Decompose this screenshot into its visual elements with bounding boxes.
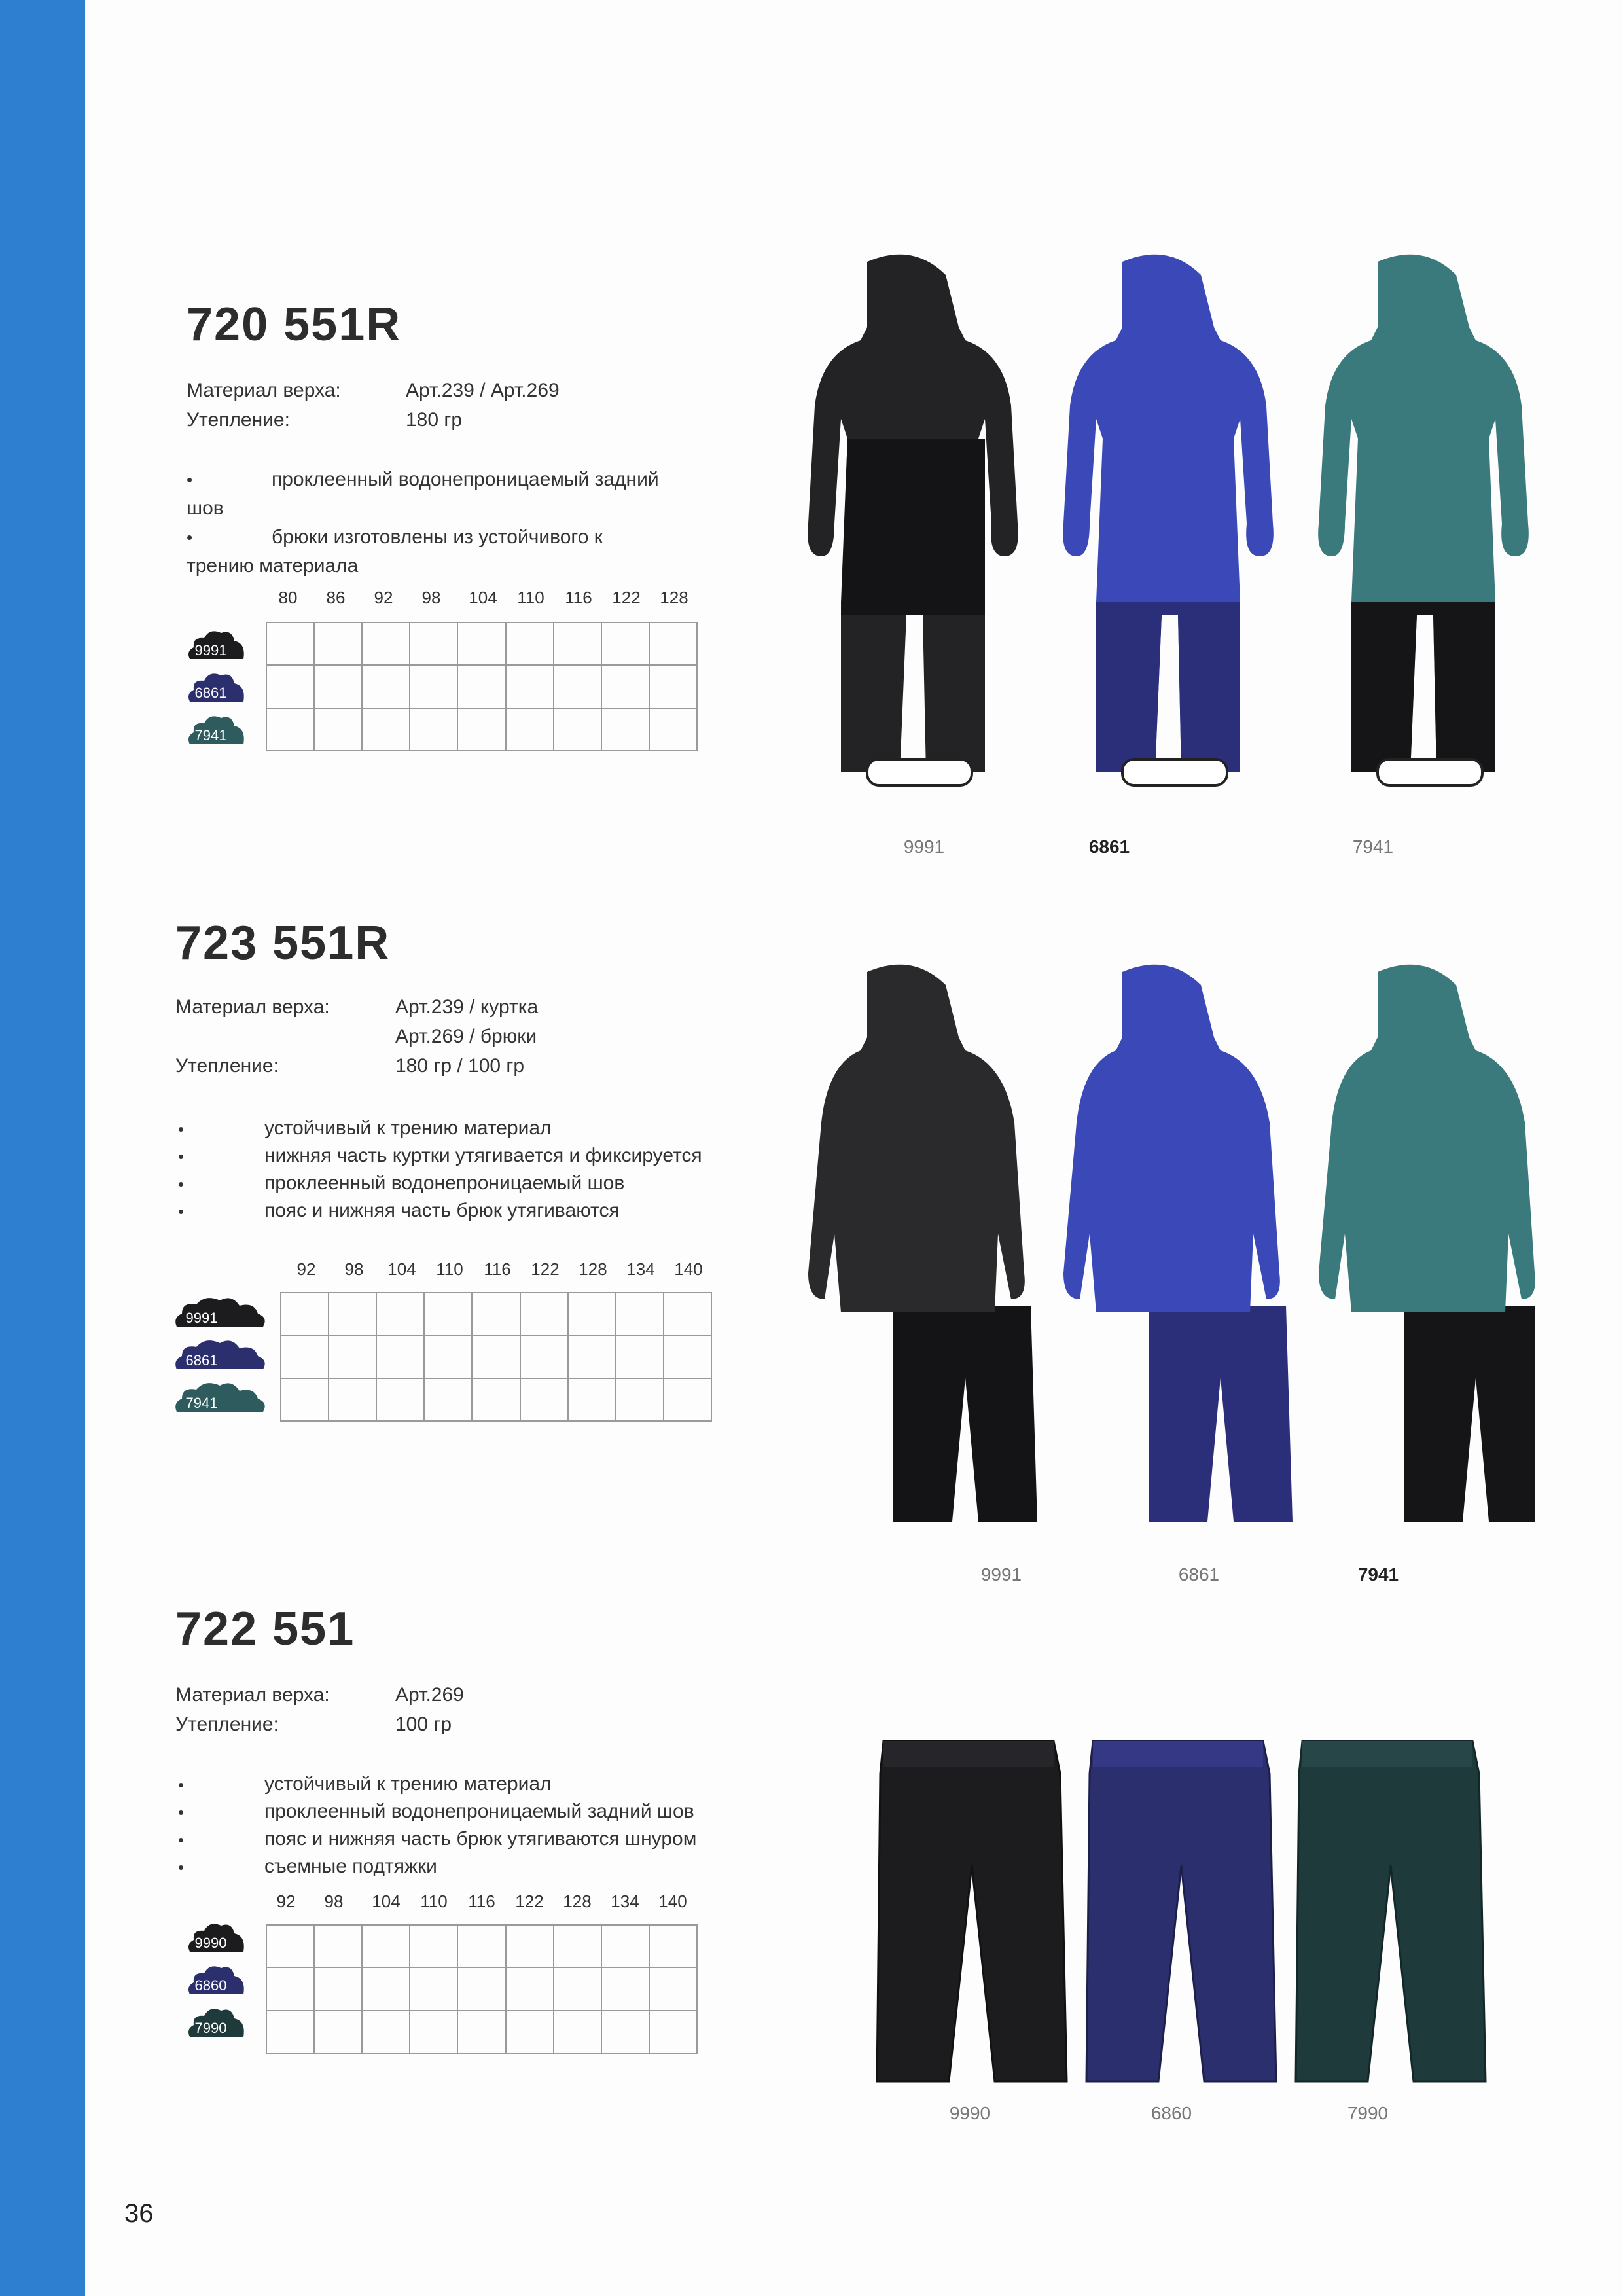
size-cell[interactable] bbox=[601, 1925, 649, 1967]
size-cell[interactable] bbox=[457, 622, 505, 665]
size-header: 80 bbox=[278, 588, 298, 607]
size-cell[interactable] bbox=[362, 622, 410, 665]
size-cell[interactable] bbox=[601, 665, 649, 708]
product-code: 722 551 bbox=[175, 1603, 355, 1655]
color-code-label: 9991 bbox=[980, 1564, 1022, 1585]
bullet-marker: • bbox=[178, 1775, 185, 1795]
size-header: 104 bbox=[372, 1892, 401, 1911]
size-header: 140 bbox=[674, 1259, 703, 1279]
size-cell[interactable] bbox=[362, 708, 410, 751]
overalls-illustration-group bbox=[769, 249, 1541, 812]
overalls-teal-icon bbox=[1318, 255, 1529, 785]
feature-text: устойчивый к трению материал bbox=[264, 1117, 552, 1139]
size-cell[interactable] bbox=[616, 1378, 664, 1421]
spec-value: Арт.269 bbox=[395, 1684, 464, 1706]
feature-text: пояс и нижняя часть брюк утягиваются шнуром bbox=[264, 1828, 697, 1850]
bullet-marker: • bbox=[178, 1857, 185, 1877]
size-cell[interactable] bbox=[472, 1378, 520, 1421]
size-header: 128 bbox=[563, 1892, 592, 1911]
color-swatch-cloud-icon bbox=[183, 710, 249, 749]
color-swatch-cloud-icon bbox=[183, 625, 249, 664]
color-code-label: 9991 bbox=[903, 836, 945, 857]
size-cell[interactable] bbox=[266, 708, 314, 751]
suit-illustration-group bbox=[762, 959, 1535, 1535]
size-cell[interactable] bbox=[376, 1378, 424, 1421]
color-code-label: 7941 bbox=[1352, 836, 1394, 857]
size-cell[interactable] bbox=[601, 2011, 649, 2053]
size-cell[interactable] bbox=[568, 1378, 616, 1421]
size-cell[interactable] bbox=[281, 1335, 329, 1378]
size-header: 116 bbox=[484, 1259, 511, 1279]
spec-value: Арт.239 / Арт.269 bbox=[406, 380, 560, 401]
size-cell[interactable] bbox=[266, 622, 314, 665]
size-cell[interactable] bbox=[266, 665, 314, 708]
size-header: 128 bbox=[579, 1259, 607, 1279]
size-header: 98 bbox=[421, 588, 441, 607]
size-header: 92 bbox=[296, 1259, 316, 1279]
size-cell[interactable] bbox=[649, 665, 697, 708]
svg-text:9991: 9991 bbox=[194, 642, 227, 658]
feature-text: пояс и нижняя часть брюк утягиваются bbox=[264, 1200, 620, 1221]
size-cell[interactable] bbox=[472, 1335, 520, 1378]
size-header: 104 bbox=[387, 1259, 416, 1279]
feature-text: проклеенный водонепроницаемый задний шов bbox=[264, 1801, 694, 1822]
feature-text: съемные подтяжки bbox=[264, 1856, 437, 1877]
bullet-marker: • bbox=[178, 1202, 185, 1221]
size-cell[interactable] bbox=[314, 1967, 362, 2010]
svg-text:9990: 9990 bbox=[194, 1935, 227, 1951]
size-cell[interactable] bbox=[266, 2011, 314, 2053]
size-header: 122 bbox=[531, 1259, 560, 1279]
size-cell[interactable] bbox=[554, 708, 601, 751]
spec-value: 180 гр / 100 гр bbox=[395, 1055, 525, 1077]
size-cell[interactable] bbox=[520, 1335, 568, 1378]
overalls-navy-icon bbox=[1063, 255, 1274, 785]
suit-navy-icon bbox=[1063, 965, 1293, 1522]
svg-text:7941: 7941 bbox=[194, 727, 227, 744]
feature-text: трению материала bbox=[187, 555, 359, 577]
size-cell[interactable] bbox=[520, 1378, 568, 1421]
bullet-marker: • bbox=[187, 470, 193, 490]
size-header: 122 bbox=[612, 588, 641, 607]
bullet-marker: • bbox=[178, 1147, 185, 1166]
size-header: 110 bbox=[436, 1259, 463, 1279]
spec-label: Материал верха: bbox=[175, 1684, 330, 1706]
size-cell[interactable] bbox=[329, 1335, 376, 1378]
size-cell[interactable] bbox=[329, 1378, 376, 1421]
feature-text: шов bbox=[187, 497, 224, 519]
color-swatch-cloud-icon bbox=[171, 1335, 270, 1374]
color-swatch-cloud-icon bbox=[183, 2003, 249, 2042]
size-cell[interactable] bbox=[424, 1335, 472, 1378]
size-cell[interactable] bbox=[568, 1293, 616, 1335]
size-cell[interactable] bbox=[649, 708, 697, 751]
side-accent-bar bbox=[0, 0, 85, 2296]
size-cell[interactable] bbox=[506, 708, 554, 751]
product-code: 723 551R bbox=[175, 917, 391, 969]
size-cell[interactable] bbox=[424, 1293, 472, 1335]
spec-label: Материал верха: bbox=[175, 996, 330, 1018]
size-header: 92 bbox=[374, 588, 393, 607]
size-cell[interactable] bbox=[554, 622, 601, 665]
size-cell[interactable] bbox=[410, 1967, 457, 2010]
size-cell[interactable] bbox=[376, 1293, 424, 1335]
size-cell[interactable] bbox=[266, 1925, 314, 1967]
size-cell[interactable] bbox=[457, 665, 505, 708]
size-cell[interactable] bbox=[314, 622, 362, 665]
spec-value: 180 гр bbox=[406, 409, 463, 431]
size-header: 116 bbox=[468, 1892, 495, 1911]
size-cell[interactable] bbox=[457, 708, 505, 751]
size-cell[interactable] bbox=[554, 2011, 601, 2053]
svg-text:7941: 7941 bbox=[185, 1395, 218, 1411]
size-cell[interactable] bbox=[616, 1293, 664, 1335]
size-cell[interactable] bbox=[616, 1335, 664, 1378]
size-header: 98 bbox=[324, 1892, 344, 1911]
size-cell[interactable] bbox=[314, 1925, 362, 1967]
size-cell[interactable] bbox=[362, 1967, 410, 2010]
size-header: 98 bbox=[344, 1259, 364, 1279]
size-cell[interactable] bbox=[601, 708, 649, 751]
color-code-label: 6861 bbox=[1088, 836, 1130, 857]
size-order-grid bbox=[280, 1292, 712, 1422]
spec-value: Арт.269 / брюки bbox=[395, 1026, 537, 1047]
size-cell[interactable] bbox=[506, 1925, 554, 1967]
color-swatch-cloud-icon bbox=[171, 1378, 270, 1417]
size-cell[interactable] bbox=[362, 665, 410, 708]
size-header: 122 bbox=[515, 1892, 544, 1911]
svg-text:6860: 6860 bbox=[194, 1977, 227, 1994]
color-swatch-cloud-icon bbox=[171, 1293, 270, 1332]
size-cell[interactable] bbox=[329, 1293, 376, 1335]
trousers-black-icon bbox=[877, 1741, 1067, 2081]
bullet-marker: • bbox=[178, 1119, 185, 1139]
svg-text:6861: 6861 bbox=[194, 685, 227, 701]
svg-text:9991: 9991 bbox=[185, 1310, 218, 1326]
bullet-marker: • bbox=[187, 528, 193, 547]
size-cell[interactable] bbox=[664, 1378, 711, 1421]
size-cell[interactable] bbox=[649, 1967, 697, 2010]
size-cell[interactable] bbox=[314, 2011, 362, 2053]
size-cell[interactable] bbox=[410, 665, 457, 708]
size-cell[interactable] bbox=[281, 1293, 329, 1335]
size-cell[interactable] bbox=[362, 2011, 410, 2053]
spec-label: Материал верха: bbox=[187, 380, 341, 401]
spec-label: Утепление: bbox=[175, 1055, 279, 1077]
size-cell[interactable] bbox=[554, 665, 601, 708]
trousers-illustration-group bbox=[870, 1734, 1531, 2101]
size-cell[interactable] bbox=[649, 1925, 697, 1967]
size-cell[interactable] bbox=[410, 2011, 457, 2053]
product-code: 720 551R bbox=[187, 298, 402, 351]
size-cell[interactable] bbox=[362, 1925, 410, 1967]
feature-text: нижняя часть куртки утягивается и фиксируется bbox=[264, 1145, 702, 1166]
size-header: 134 bbox=[626, 1259, 655, 1279]
spec-value: 100 гр bbox=[395, 1713, 452, 1735]
color-code-label: 7990 bbox=[1347, 2103, 1389, 2123]
size-cell[interactable] bbox=[410, 622, 457, 665]
size-header: 140 bbox=[658, 1892, 687, 1911]
size-cell[interactable] bbox=[649, 622, 697, 665]
feature-text: проклеенный водонепроницаемый шов bbox=[264, 1172, 625, 1194]
size-header: 134 bbox=[611, 1892, 639, 1911]
spec-label: Утепление: bbox=[175, 1713, 279, 1735]
size-cell[interactable] bbox=[506, 622, 554, 665]
size-cell[interactable] bbox=[506, 2011, 554, 2053]
trousers-navy-icon bbox=[1086, 1741, 1276, 2081]
bullet-marker: • bbox=[178, 1803, 185, 1822]
spec-value: Арт.239 / куртка bbox=[395, 996, 539, 1018]
size-cell[interactable] bbox=[266, 1967, 314, 2010]
suit-black-icon bbox=[808, 965, 1037, 1522]
size-cell[interactable] bbox=[649, 2011, 697, 2053]
size-header: 110 bbox=[517, 588, 544, 607]
size-cell[interactable] bbox=[314, 708, 362, 751]
spec-label: Утепление: bbox=[187, 409, 290, 431]
color-swatch-cloud-icon bbox=[183, 1918, 249, 1957]
color-code-label: 6861 bbox=[1178, 1564, 1220, 1585]
size-cell[interactable] bbox=[457, 1967, 505, 2010]
svg-text:6861: 6861 bbox=[185, 1352, 218, 1369]
color-swatch-cloud-icon bbox=[183, 668, 249, 707]
feature-text: проклеенный водонепроницаемый задний bbox=[272, 469, 659, 490]
size-cell[interactable] bbox=[554, 1925, 601, 1967]
trousers-teal-icon bbox=[1296, 1741, 1486, 2081]
color-code-label: 9990 bbox=[949, 2103, 991, 2123]
size-cell[interactable] bbox=[410, 1925, 457, 1967]
suit-teal-icon bbox=[1319, 965, 1535, 1522]
size-cell[interactable] bbox=[568, 1335, 616, 1378]
size-cell[interactable] bbox=[664, 1293, 711, 1335]
size-cell[interactable] bbox=[410, 708, 457, 751]
size-cell[interactable] bbox=[601, 622, 649, 665]
svg-text:7990: 7990 bbox=[194, 2020, 227, 2036]
size-cell[interactable] bbox=[457, 1925, 505, 1967]
size-cell[interactable] bbox=[520, 1293, 568, 1335]
size-cell[interactable] bbox=[664, 1335, 711, 1378]
size-header: 110 bbox=[420, 1892, 448, 1911]
size-order-grid bbox=[266, 622, 698, 751]
feature-text: устойчивый к трению материал bbox=[264, 1773, 552, 1795]
size-cell[interactable] bbox=[281, 1378, 329, 1421]
size-cell[interactable] bbox=[376, 1335, 424, 1378]
size-order-grid bbox=[266, 1924, 698, 2054]
size-header: 128 bbox=[660, 588, 688, 607]
size-cell[interactable] bbox=[554, 1967, 601, 2010]
size-header: 104 bbox=[469, 588, 497, 607]
size-cell[interactable] bbox=[601, 1967, 649, 2010]
overalls-black-icon bbox=[808, 255, 1018, 785]
size-header: 92 bbox=[276, 1892, 296, 1911]
page-number: 36 bbox=[124, 2199, 154, 2228]
size-cell[interactable] bbox=[506, 1967, 554, 2010]
size-cell[interactable] bbox=[457, 2011, 505, 2053]
size-header: 86 bbox=[326, 588, 346, 607]
color-code-label: 7941 bbox=[1357, 1564, 1399, 1585]
bullet-marker: • bbox=[178, 1174, 185, 1194]
feature-text: брюки изготовлены из устойчивого к bbox=[272, 526, 603, 548]
color-code-label: 6860 bbox=[1150, 2103, 1192, 2123]
size-cell[interactable] bbox=[424, 1378, 472, 1421]
size-header: 116 bbox=[565, 588, 592, 607]
size-cell[interactable] bbox=[472, 1293, 520, 1335]
size-cell[interactable] bbox=[314, 665, 362, 708]
bullet-marker: • bbox=[178, 1830, 185, 1850]
color-swatch-cloud-icon bbox=[183, 1960, 249, 2000]
size-cell[interactable] bbox=[506, 665, 554, 708]
